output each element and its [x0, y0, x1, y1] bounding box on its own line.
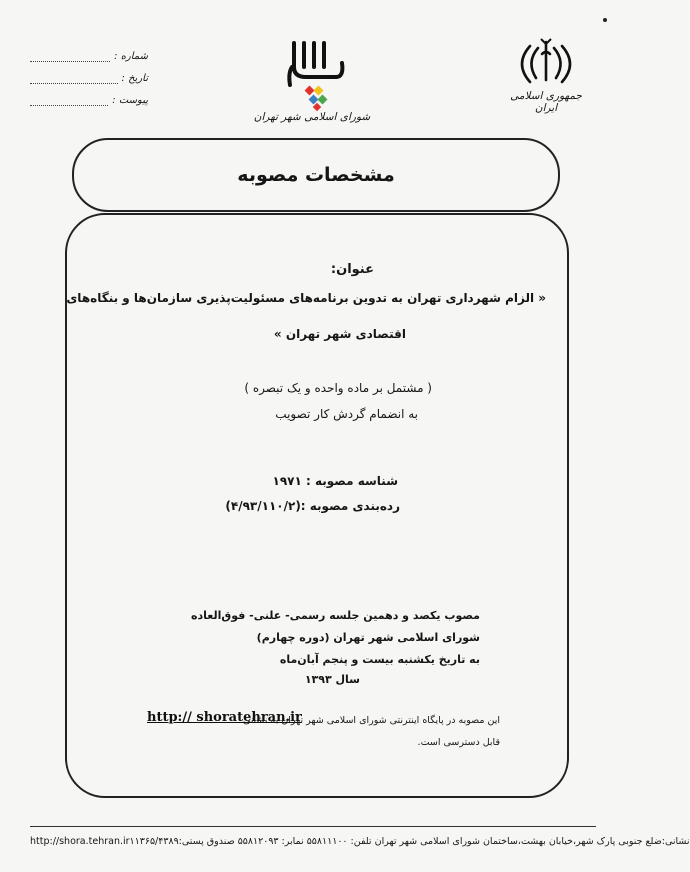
approval-id: شناسه مصوبه : ۱۹۷۱ [272, 474, 398, 488]
footer-divider [30, 826, 596, 827]
document-meta-fields [30, 40, 148, 106]
meta-date-line [30, 71, 118, 84]
note-line-2: به انضمام گردش کار تصویب [275, 407, 418, 421]
subject-line-1: « الزام شهرداری تهران به تدوین برنامه‌های مسئولیت‌پذیری سازمان‌ها و بنگاه‌های [66, 291, 546, 305]
subject-label: عنوان: [330, 262, 374, 277]
note-line-1: ( مشتمل بر ماده واحده و یک تبصره ) [244, 381, 432, 395]
approval-session-line: مصوب یکصد و دهمین جلسه رسمی- علنی- فوق‌العاده [190, 609, 480, 622]
approval-title-box [72, 138, 560, 212]
meta-date-label: تاریخ : [121, 73, 148, 84]
meta-date-row [30, 62, 148, 84]
meta-attachment-line [30, 93, 108, 106]
meta-number-line [30, 49, 110, 62]
emblem-caption: جمهوری اسلامی ایران [510, 90, 582, 114]
meta-number-row [30, 40, 148, 62]
corner-mark [603, 18, 607, 22]
council-caption: شورای اسلامی شهر تهران [253, 111, 371, 123]
national-emblem-icon [516, 36, 576, 88]
footer [30, 836, 690, 847]
availability-text-end: قابل دسترسی است. [417, 737, 500, 748]
approval-year-line: سال ۱۳۹۳ [304, 673, 360, 686]
meta-attachment-label: پیوست : [112, 95, 148, 106]
approval-classification: رده‌بندی مصوبه :(۴/۹۳/۱۱۰/۲) [225, 499, 400, 513]
council-website-link[interactable]: http:// shoratehran.ir [147, 710, 302, 725]
council-logo [280, 33, 350, 113]
subject-line-2: اقتصادی شهر تهران » [273, 327, 406, 341]
footer-website[interactable]: http://shora.tehran.ir [30, 836, 130, 847]
approval-date-line: به تاریخ یکشنبه بیست و پنجم آبان‌ماه [279, 653, 480, 666]
availability-text: این مصوبه در پایگاه اینترنتی شورای اسلامی شهر تهران به نشانی [242, 715, 500, 726]
approval-council-line: شورای اسلامی شهر تهران (دوره چهارم) [256, 631, 480, 644]
approval-title: مشخصات مصوبه [237, 164, 395, 186]
meta-number-label: شماره : [114, 51, 148, 62]
footer-address: نشانی:ضلع جنوبی پارک شهر،خیابان بهشت،ساختمان شورای اسلامی شهر تهران تلفن: ۵۵۸۱۱۱۰۰ نمابر: ۵۵۸۱۲۰۹۳ صندوق پستی:۱۱۳۶۵/۴۳۸۹ [129, 836, 690, 847]
meta-attachment-row [30, 84, 148, 106]
